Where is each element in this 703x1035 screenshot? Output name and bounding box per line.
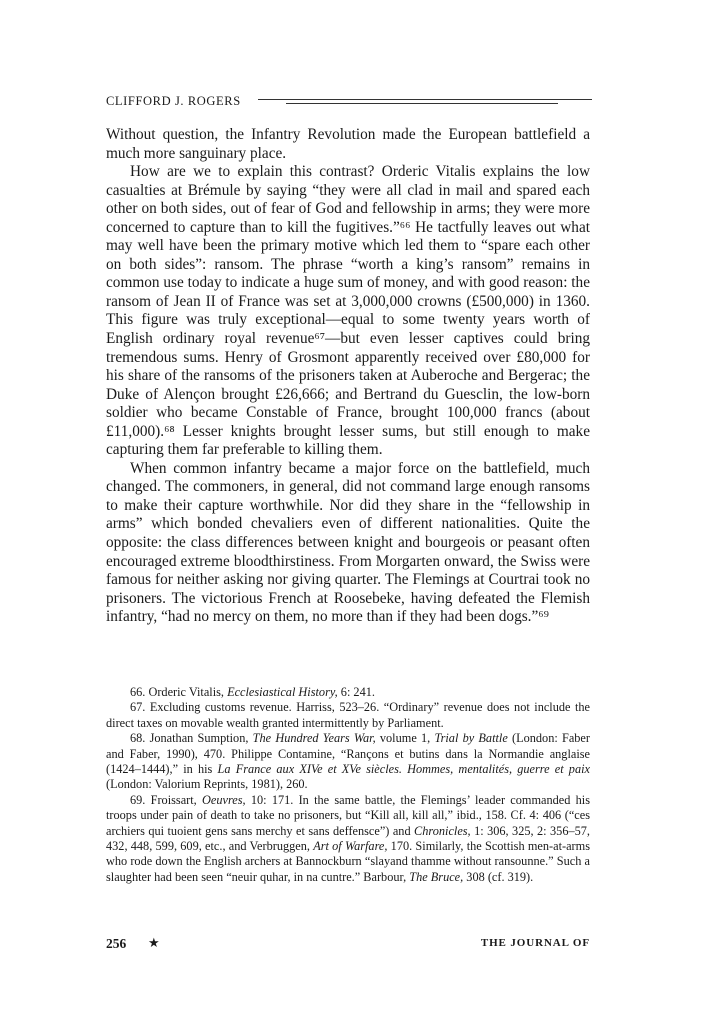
- footnote-68: 68. Jonathan Sumption, The Hundred Years War, volume 1, Trial by Battle (London: Faber and Faber, 1990), 470. Philippe Contamine, “Rançons et butins dans la Normandie anglaise (1424–1444),” in his La France aux XIVe et XVe siècles. Hommes, mentalités, guerre et paix (London: Valorium Reprints, 1981), 260.: [106, 731, 590, 792]
- star-icon: ★: [148, 935, 160, 950]
- page-number: 256: [106, 936, 127, 951]
- body-paragraph: Without question, the Infantry Revolution made the European battlefield a much more sanguinary place.: [106, 126, 590, 162]
- running-head-rule: [258, 99, 592, 100]
- journal-running-title: THE JOURNAL OF: [480, 937, 590, 949]
- running-head: [106, 94, 592, 110]
- footnote-69: 69. Froissart, Oeuvres, 10: 171. In the same battle, the Flemings’ leader commanded his troops under pain of death to take no prisoners, but “Kill all, kill all,” ibid., 158. Cf. 4: 406 (“ces archiers qui tuoient gens sans merchy et sans deffensce”) and Chronicles, 1: 306, 325, 2: 356–57, 432, 448, 599, 609, etc., and Verbruggen, Art of Warfare, 170. Similarly, the Scottish men-at-arms who rode down the English archers at Bannockburn “slayand thamme without ransounne.” Such a slaughter had been seen “neuir quhar, in na cuntre.” Barbour, The Bruce, 308 (cf. 319).: [106, 792, 590, 884]
- article-body: [106, 126, 590, 627]
- body-paragraph: How are we to explain this contrast? Orderic Vitalis explains the low casualties at Brémule by saying “they were all clad in mail and spared each other on both sides, out of fear of God and fellowship in arms; they were more concerned to capture than to kill the fugitives.”⁶⁶ He tactfully leaves out what may well have been the primary motive which led them to “spare each other on both sides”: ransom. The phrase “worth a king’s ransom” remains in common use today to indicate a huge sum of money, and with good reason: the ransom of Jean II of France was set at 3,000,000 crowns (£500,000) in 1360. This figure was truly exceptional—equal to some twenty years worth of English ordinary royal revenue⁶⁷—but even lesser captives could bring tremendous sums. Henry of Grosmont apparently received over £80,000 for his share of the ransoms of the prisoners taken at Auberoche and Bergerac; the Duke of Alençon brought £26,666; and Bertrand du Guesclin, the low-born soldier who became Constable of France, brought 100,000 francs (about £11,000).⁶⁸ Lesser knights brought lesser sums, but still enough to make capturing them far preferable to killing them.: [106, 163, 590, 459]
- running-head-rule-inner: [286, 103, 558, 104]
- running-head-author: CLIFFORD J. ROGERS: [106, 94, 241, 108]
- footnote-67: 67. Excluding customs revenue. Harriss, 523–26. “Ordinary” revenue does not include the direct taxes on movable wealth granted intermittently by Parliament.: [106, 700, 590, 730]
- footnote-66: 66. Orderic Vitalis, Ecclesiastical History, 6: 241.: [130, 685, 375, 699]
- body-paragraph: When common infantry became a major force on the battlefield, much changed. The commoners, in general, did not command large enough ransoms to make their capture worthwhile. Nor did they share in the “fellowship in arms” which bonded chevaliers even of different nationalities. Quite the opposite: the class differences between knight and bourgeois or peasant often encouraged extreme bloodthirstiness. From Morgarten onward, the Swiss were famous for neither asking nor giving quarter. The Flemings at Courtrai took no prisoners. The victorious French at Roosebeke, having defeated the Flemish infantry, “had no mercy on them, no more than if they had been dogs.”⁶⁹: [106, 459, 590, 626]
- page-footer: [106, 936, 590, 952]
- footnotes: [106, 685, 590, 885]
